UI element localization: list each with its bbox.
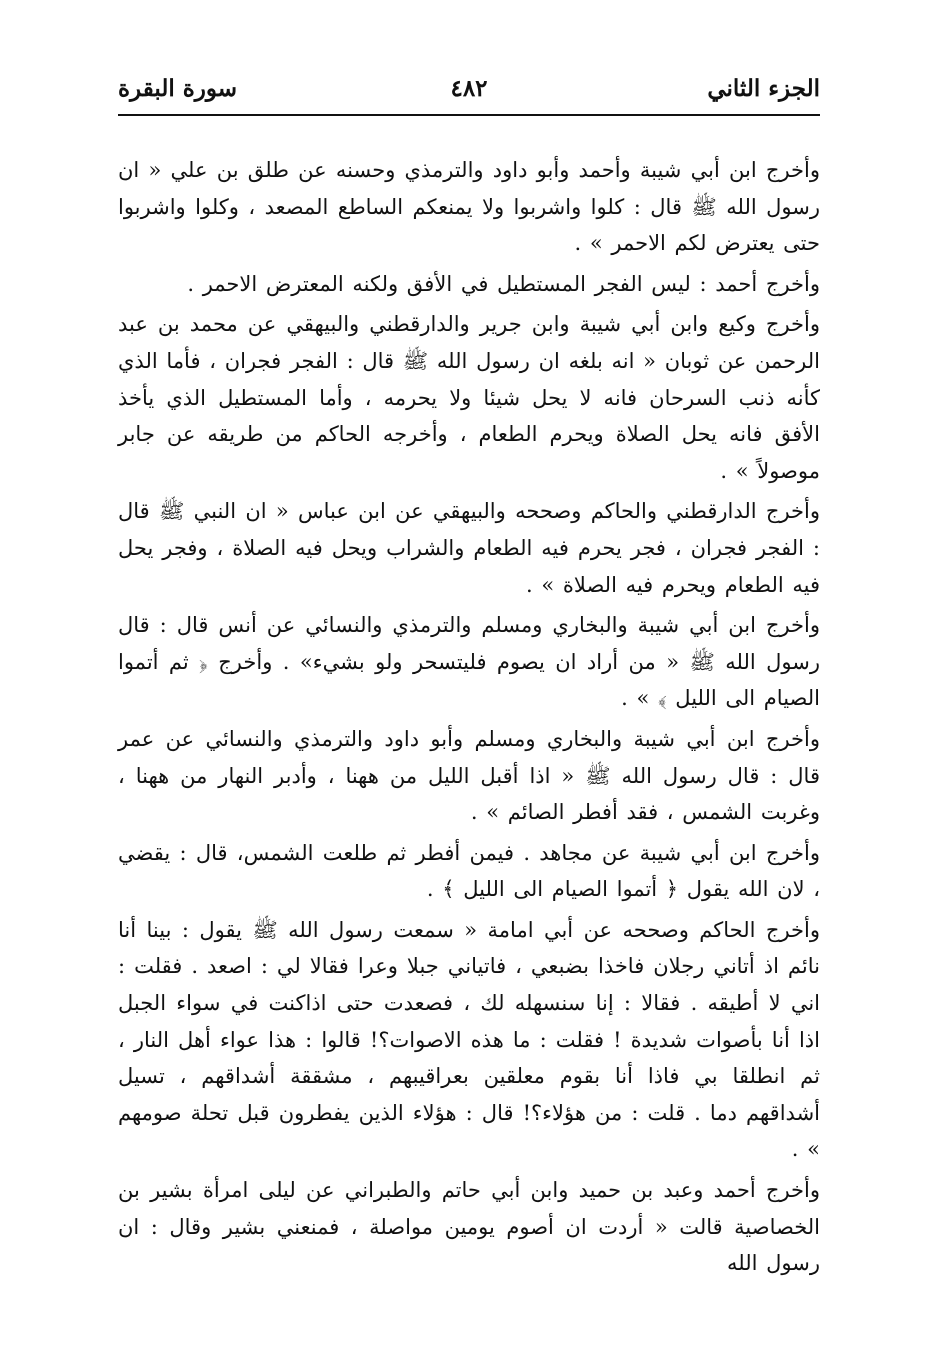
paragraph-7: وأخرج ابن أبي شيبة عن مجاهد . فيمن أفطر ثم طلعت الشمس، قال : يقضي ، لان الله يقول ﴿ أتموا الصيام الى الليل ﴾ .: [118, 840, 820, 902]
surah-title: سورة البقرة: [118, 75, 238, 102]
header-divider: [118, 114, 820, 116]
paragraph-5: وأخرج ابن أبي شيبة والبخاري ومسلم والترمذي والنسائي عن أنس قال : قال رسول الله ﷺ « من أراد ان يصوم فليتسحر ولو بشيء» . وأخرج ﴿ ثم أتموا الصيام الى الليل ﴾ » .: [118, 613, 820, 711]
page-number: ٤٨٢: [450, 75, 488, 102]
paragraph-1: وأخرج ابن أبي شيبة وأحمد وأبو داود والترمذي وحسنه عن طلق بن علي « ان رسول الله ﷺ قال : كلوا واشربوا ولا يمنعكم الساطع المصعد ، وكلوا واشربوا حتى يعترض لكم الاحمر » .: [118, 158, 820, 256]
paragraph-8: وأخرج الحاكم وصححه عن أبي امامة « سمعت رسول الله ﷺ يقول : بينا أنا نائم اذ أتاني رجلان فاخذا بضبعي ، فاتياني جبلا وعرا فقالا لي : اصعد . فقلت : اني لا أطيقه . فقالا : إنا سنسهله لك ، فصعدت حتى اذاكنت في سواء الجبل اذا أنا بأصوات شديدة ! فقلت : ما هذه الاصوات؟! قالوا : هذا عواء أهل النار ، ثم انطلقا بي فاذا أنا بقوم معلقين بعراقيبهم ، مشققة أشداقهم ، تسيل أشداقهم دما . قلت : من هؤلاء؟! قال : هؤلاء الذين يفطرون قبل تحلة صومهم » .: [118, 917, 820, 1162]
paragraph-4: وأخرج الدارقطني والحاكم وصححه والبيهقي عن ابن عباس « ان النبي ﷺ قال : الفجر فجران ، فجر يحرم فيه الطعام والشراب ويحل فيه الصلاة ، وفجر يحل فيه الطعام ويحرم فيه الصلاة » .: [118, 499, 820, 597]
paragraph-3: وأخرج وكيع وابن أبي شيبة وابن جرير والدارقطني والبيهقي عن محمد بن عبد الرحمن عن ثوبان « انه بلغه ان رسول الله ﷺ قال : الفجر فجران ، فأما الذي كأنه ذنب السرحان فانه لا يحل شيئا ولا يحرمه ، وأما المستطيل الذي يأخذ الأفق فانه يحل الصلاة ويحرم الطعام ، وأخرجه الحاكم من طريقه عن جابر موصولاً » .: [118, 312, 820, 483]
page-body: [118, 152, 820, 1286]
paragraph-9: وأخرج أحمد وعبد بن حميد وابن أبي حاتم والطبراني عن ليلى امرأة بشير بن الخصاصية قالت « أردت ان أصوم يومين مواصلة ، فمنعني بشير وقال : ان رسول الله: [118, 1178, 820, 1276]
paragraph-6: وأخرج ابن أبي شيبة والبخاري ومسلم وأبو داود والترمذي والنسائي عن عمر قال : قال رسول الله ﷺ « اذا أقبل الليل من ههنا ، وأدبر النهار من ههنا ، وغربت الشمس ، فقد أفطر الصائم » .: [118, 726, 820, 825]
paragraph-2: وأخرج أحمد : ليس الفجر المستطيل في الأفق ولكنه المعترض الاحمر .: [187, 271, 820, 296]
running-header: [118, 72, 820, 106]
volume-label: الجزء الثاني: [707, 75, 820, 102]
